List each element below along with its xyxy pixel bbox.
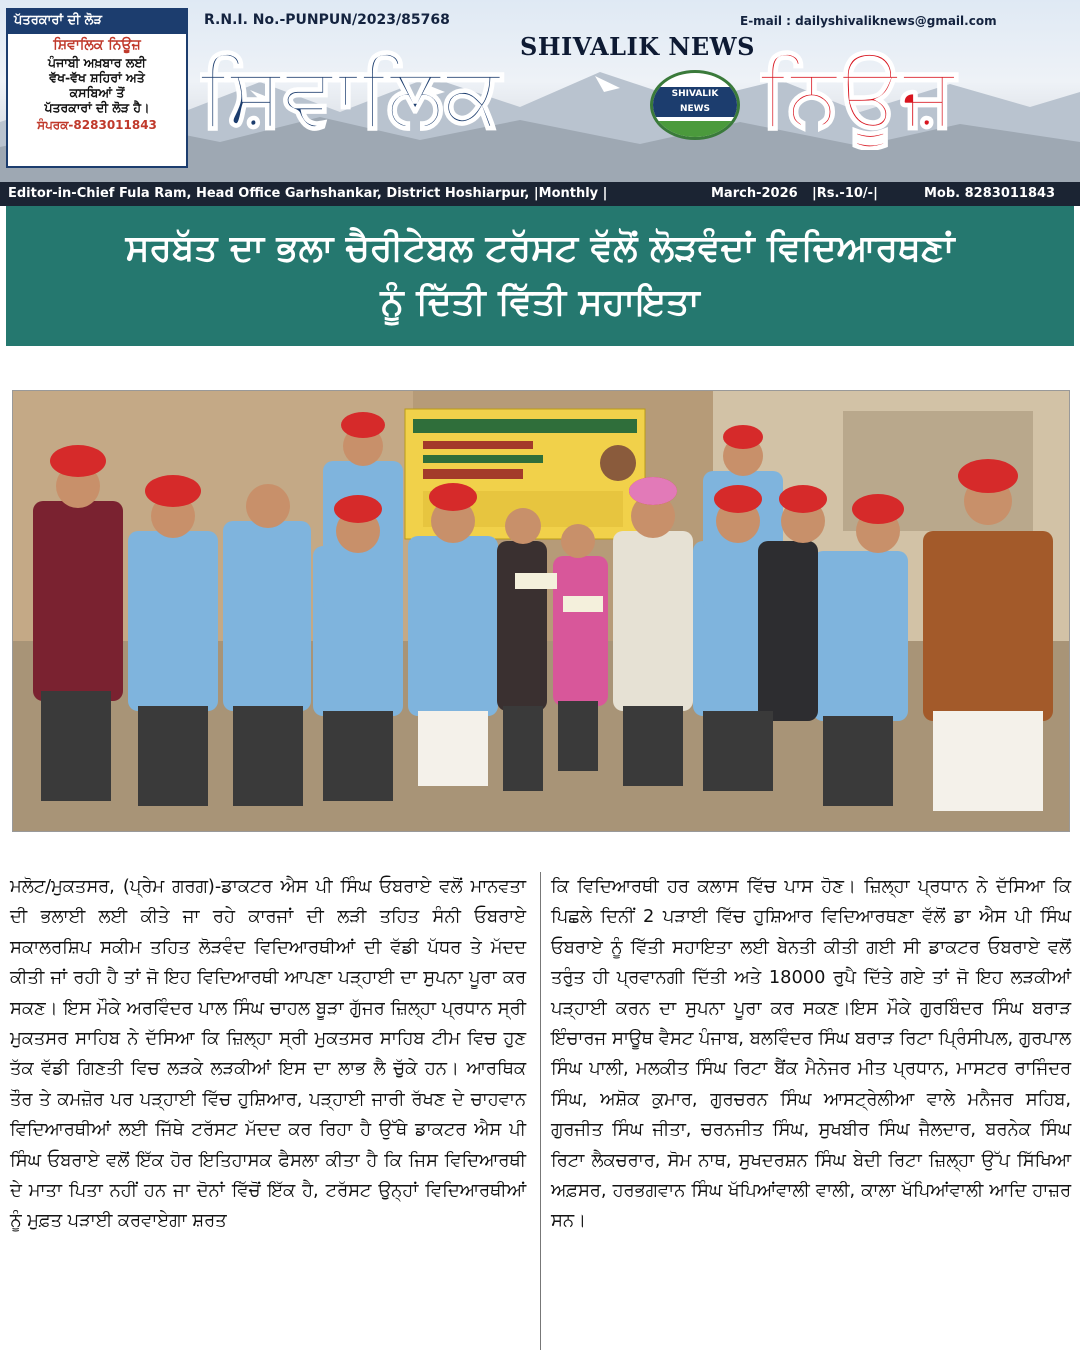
reporters-wanted-box (6, 8, 188, 168)
article-column-right: ਕਿ ਵਿਦਿਆਰਥੀ ਹਰ ਕਲਾਸ ਵਿੱਚ ਪਾਸ ਹੋਣ। ਜ਼ਿਲ੍ਹਾ ਪ੍ਰਧਾਨ ਨੇ ਦੱਸਿਆ ਕਿ ਪਿਛਲੇ ਦਿਨੀਂ 2 ਪੜਾਈ ਵਿੱਚ ਹੁਸ਼ਿਆਰ ਵਿਦਿਆਰਥਣਾ ਵੱਲੋਂ ਡਾ ਐਸ ਪੀ ਸਿੰਘ ਓਬਰਾਏ ਨੂੰ ਵਿੱਤੀ ਸਹਾਇਤਾ ਲਈ ਬੇਨਤੀ ਕੀਤੀ ਗਈ ਸੀ ਡਾਕਟਰ ਓਬਰਾਏ ਵਲੋਂ ਤਰੁੰਤ ਹੀ ਪ੍ਰਵਾਨਗੀ ਦਿੱਤੀ ਅਤੇ 18000 ਰੁਪੈ ਦਿੱਤੇ ਗਏ ਤਾਂ ਜੋ ਇਹ ਲੜਕੀਆਂ ਪੜ੍ਹਾਈ ਕਰਨ ਦਾ ਸੁਪਨਾ ਪੂਰਾ ਕਰ ਸਕਣ।ਇਸ ਮੌਕੇ ਗੁਰਬਿੰਦਰ ਸਿੰਘ ਬਰਾੜ ਇੰਚਾਰਜ ਸਾਊਥ ਵੈਸਟ ਪੰਜਾਬ, ਬਲਵਿੰਦਰ ਸਿੰਘ ਬਰਾੜ ਰਿਟਾ ਪ੍ਰਿੰਸੀਪਲ, ਗੁਰਪਾਲ ਸਿੰਘ ਪਾਲੀ, ਮਲਕੀਤ ਸਿੰਘ ਰਿਟਾ ਬੈਂਕ ਮੈਨੇਜਰ ਮੀਤ ਪ੍ਰਧਾਨ, ਮਾਸਟਰ ਰਾਜਿੰਦਰ ਸਿੰਘ, ਅਸ਼ੋਕ ਕੁਮਾਰ, ਗੁਰਚਰਨ ਸਿੰਘ ਆਸਟ੍ਰੇਲੀਆ ਵਾਲੇ ਮਨੈਜਰ ਸਹਿਬ, ਗੁਰਜੀਤ ਸਿੰਘ ਜੀਤਾ, ਚਰਨਜੀਤ ਸਿੰਘ, ਸੁਖਬੀਰ ਸਿੰਘ ਜੈਲਦਾਰ, ਬਰਨੇਕ ਸਿੰਘ ਰਿਟਾ ਲੈਕਚਰਾਰ, ਸੋਮ ਨਾਥ, ਸੁਖਦਰਸ਼ਨ ਸਿੰਘ ਬੇਦੀ ਰਿਟਾ ਜ਼ਿਲ੍ਹਾ ਉੱਪ ਸਿੱਖਿਆ ਅਫ਼ਸਰ, ਹਰਭਗਵਾਨ ਸਿੰਘ ਖੱਪਿਆਂਵਾਲੀ ਵਾਲੀ, ਕਾਲਾ ਖੱਪਿਆਂਵਾਲੀ ਆਦਿ ਹਾਜ਼ਰ ਸਨ। (551, 876, 1071, 1232)
promo-line: ਵੱਖ-ਵੱਖ ਸ਼ਹਿਰਾਂ ਅਤੇ (49, 70, 145, 85)
headline (6, 206, 1074, 346)
logo-text: NEWS (679, 104, 711, 114)
group-photo-icon (13, 391, 1069, 831)
promo-heading: ਪੱਤਰਕਾਰਾਂ ਦੀ ਲੋੜ (8, 10, 186, 34)
newspaper-logo-icon (650, 70, 740, 140)
rni-number: R.N.I. No.-PUNPUN/2023/85768 (204, 12, 450, 28)
issue-date: March-2026 (711, 186, 798, 201)
brand-name-english: SHIVALIK NEWS (520, 32, 755, 61)
headline-line: ਸਰਬੱਤ ਦਾ ਭਲਾ ਚੈਰੀਟੇਬਲ ਟਰੱਸਟ ਵੱਲੋਂ ਲੋੜਵੰਦਾਂ ਵਿਦਿਆਰਥਣਾਂ (125, 228, 955, 269)
group-photo (12, 390, 1070, 832)
mobile-number: Mob. 8283011843 (924, 186, 1056, 201)
promo-line: ਕਸਬਿਆਂ ਤੋਂ (69, 85, 125, 100)
email-address: E-mail : dailyshivaliknews@gmail.com (740, 14, 997, 28)
price: |Rs.-10/-| (812, 186, 878, 201)
promo-line: ਪੱਤਰਕਾਰਾਂ ਦੀ ਲੋੜ ਹੈ। (44, 100, 150, 115)
editor-info: Editor-in-Chief Fula Ram, Head Office Garhshankar, District Hoshiarpur, |Monthly | (8, 186, 608, 201)
headline-line: ਨੂੰ ਦਿੱਤੀ ਵਿੱਤੀ ਸਹਾਇਤਾ (380, 282, 700, 323)
brand-name-punjabi-right: ਨਿਊਜ਼ (760, 46, 956, 144)
promo-line: ਪੰਜਾਬੀ ਅਖ਼ਬਾਰ ਲਈ (48, 55, 146, 70)
column-divider (540, 872, 541, 1350)
promo-contact: ਸੰਪਰਕ-8283011843 (37, 118, 157, 132)
brand-name-punjabi-left: ਸ਼ਿਵਾਲਿਕ (200, 46, 501, 144)
article-column-left: ਮਲੋਟ/ਮੁਕਤਸਰ, (ਪ੍ਰੇਮ ਗਰਗ)-ਡਾਕਟਰ ਐਸ ਪੀ ਸਿੰਘ ਓਬਰਾਏ ਵਲੋਂ ਮਾਨਵਤਾ ਦੀ ਭਲਾਈ ਲਈ ਕੀਤੇ ਜਾ ਰਹੇ ਕਾਰਜਾਂ ਦੀ ਲੜੀ ਤਹਿਤ ਸੰਨੀ ਓਬਰਾਏ ਸਕਾਲਰਸ਼ਿਪ ਸਕੀਮ ਤਹਿਤ ਲੋੜਵੰਦ ਵਿਦਿਆਰਥੀਆਂ ਦੀ ਵੱਡੀ ਪੱਧਰ ਤੇ ਮੱਦਦ ਕੀਤੀ ਜਾਂ ਰਹੀ ਹੈ ਤਾਂ ਜੋ ਇਹ ਵਿਦਿਆਰਥੀ ਆਪਣਾ ਪੜ੍ਹਾਈ ਦਾ ਸੁਪਨਾ ਪੂਰਾ ਕਰ ਸਕਣ। ਇਸ ਮੌਕੇ ਅਰਵਿੰਦਰ ਪਾਲ ਸਿੰਘ ਚਾਹਲ ਬੂੜਾ ਗੁੱਜਰ ਜ਼ਿਲ੍ਹਾ ਪ੍ਰਧਾਨ ਸ੍ਰੀ ਮੁਕਤਸਰ ਸਾਹਿਬ ਨੇ ਦੱਸਿਆ ਕਿ ਜ਼ਿਲ੍ਹਾ ਸ੍ਰੀ ਮੁਕਤਸਰ ਸਾਹਿਬ ਟੀਮ ਵਿਚ ਹੁਣ ਤੱਕ ਵੱਡੀ ਗਿਣਤੀ ਵਿਚ ਲੜਕੇ ਲੜਕੀਆਂ ਇਸ ਦਾ ਲਾਭ ਲੈ ਚੁੱਕੇ ਹਨ। ਆਰਥਿਕ ਤੌਰ ਤੇ ਕਮਜ਼ੋਰ ਪਰ ਪੜ੍ਹਾਈ ਵਿੱਚ ਹੁਸ਼ਿਆਰ, ਪੜ੍ਹਾਈ ਜਾਰੀ ਰੱਖਣ ਦੇ ਚਾਹਵਾਨ ਵਿਦਿਆਰਥੀਆਂ ਲਈ ਜਿੱਥੇ ਟਰੱਸਟ ਮੱਦਦ ਕਰ ਰਿਹਾ ਹੈ ਉੱਥੇ ਡਾਕਟਰ ਐਸ ਪੀ ਸਿੰਘ ਓਬਰਾਏ ਵਲੋਂ ਇੱਕ ਹੋਰ ਇਤਿਹਾਸਕ ਫੈਸਲਾ ਕੀਤਾ ਹੈ ਕਿ ਜਿਸ ਵਿਦਿਆਰਥੀ ਦੇ ਮਾਤਾ ਪਿਤਾ ਨਹੀਂ ਹਨ ਜਾ ਦੋਨਾਂ ਵਿੱਚੋਂ ਇੱਕ ਹੈ, ਟਰੱਸਟ ਉਨ੍ਹਾਂ ਵਿਦਿਆਰਥੀਆਂ ਨੂੰ ਮੁਫ਼ਤ ਪੜਾਈ ਕਰਵਾਏਗਾ ਸ਼ਰਤ (10, 876, 526, 1232)
masthead (0, 0, 1080, 182)
info-bar (0, 182, 1080, 206)
promo-paper-name: ਸ਼ਿਵਾਲਿਕ ਨਿਊਜ਼ (53, 37, 141, 53)
logo-text: SHIVALIK (671, 89, 719, 99)
